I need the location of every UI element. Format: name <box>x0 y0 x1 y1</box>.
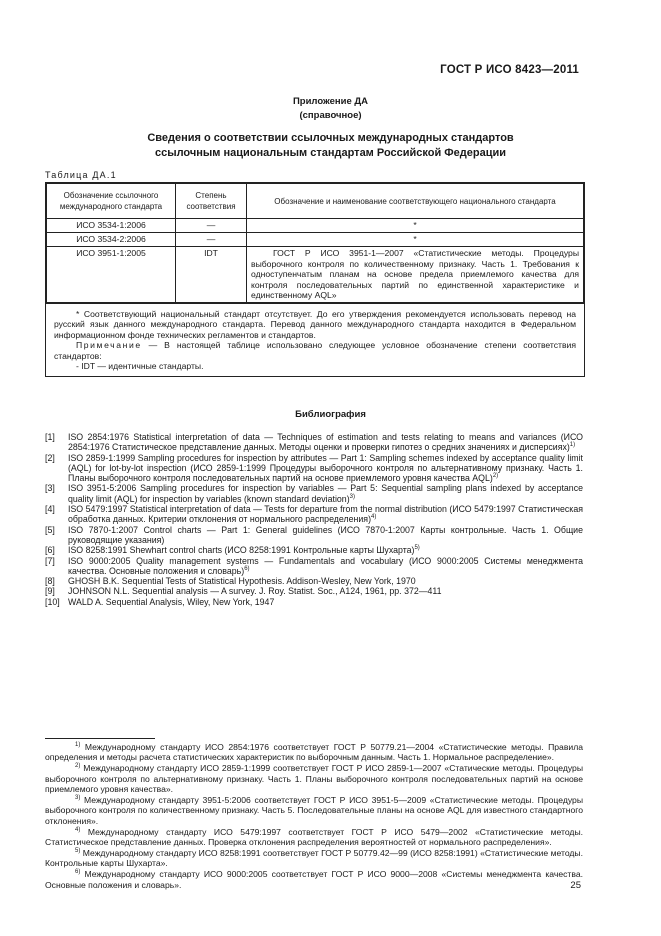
footnote-text: Международному стандарту ИСО 2854:1976 соответствует ГОСТ Р 50779.21—2004 «Статистические методы. Правила определения и методы расчета статистических характеристик по выборочным данным. Часть 1. Нормальное распределение». <box>45 742 583 763</box>
footnote <box>45 848 583 869</box>
column-header: Степень соответствия <box>176 184 247 219</box>
bib-text: ISO 2854:1976 Statistical interpretation of data — Techniques of estimation and tests relating to means and variances (ИСО 2854:1976 Статистическое представление данных. Методы оценки и проверки гипотез о средних значениях и дисперсиях) <box>68 432 583 453</box>
bib-number: [7] <box>45 555 55 566</box>
bib-text: ISO 3951-5:2006 Sampling procedures for inspection by variables — Part 5: Sequential sampling plans indexed by acceptance quality limit (AQL) for inspection by variables (known standard deviation) <box>68 483 583 504</box>
national-cell: * <box>247 233 584 247</box>
bib-text: JOHNSON N.L. Sequential analysis — A survey. J. Roy. Statist. Soc., A124, 1961, pp. 372—411 <box>68 586 442 597</box>
table-row <box>47 247 584 303</box>
column-header: Обозначение и наименование соответствующего национального стандарта <box>247 184 584 219</box>
note-text: — В настоящей таблице использовано следующее условное обозначение степени соответствия стандартов: <box>54 340 577 361</box>
bib-number: [3] <box>45 483 55 494</box>
footnote-ref: 3) <box>349 493 355 500</box>
footnote-ref: 5) <box>414 545 420 552</box>
footnote-ref: 6) <box>244 565 250 572</box>
footnote-divider <box>45 738 155 739</box>
table-footnote: * Соответствующий национальный стандарт отсутствует. До его утверждения рекомендуется использовать перевод на русский язык данного международного стандарта. Перевод данного международного стандарта находится в Федеральном информационном фонде технических регламентов и стандартов. <box>54 308 576 340</box>
bib-entry <box>68 432 583 453</box>
table-row <box>47 233 584 247</box>
bibliography-item <box>45 556 583 577</box>
footnote-mark: 3) <box>75 795 81 802</box>
footnote-text: Международному стандарту ИСО 2859-1:1999 соответствует ГОСТ Р ИСО 2859-1—2007 «Статические методы. Процедуры выборочного контроля по альтернативному признаку. Часть 1. Планы выборочного контроля последовательных партий на основе приемлемого уровня качества». <box>45 763 583 795</box>
bibliography-item <box>45 576 583 586</box>
standard-cell: ИСО 3534-1:2006 <box>47 219 176 233</box>
note-label: Примечание <box>76 340 142 350</box>
bibliography-item <box>45 597 583 607</box>
table-header-row <box>47 184 584 219</box>
bib-number: [10] <box>45 596 60 607</box>
table-row <box>47 219 584 233</box>
table-label: Таблица ДА.1 <box>45 170 117 180</box>
footnote-ref: 1) <box>569 442 576 449</box>
footnote-text: Международному стандарту 3951-5:2006 соответствует ГОСТ Р ИСО 3951-5—2009 «Статистические методы. Процедуры выборочного контроля по количественному признаку. Часть 5. Последовательные планы на основе AQL для известного стандартного отклонения». <box>45 795 583 826</box>
bib-entry <box>68 483 583 504</box>
bib-text: WALD A. Sequential Analysis, Wiley, New York, 1947 <box>68 596 275 607</box>
bibliography-item <box>45 586 583 596</box>
footnote <box>45 827 583 848</box>
heading-line-2: ссылочным национальным стандартам Российской Федерации <box>154 147 507 159</box>
footnote <box>45 869 583 890</box>
bibliography-item <box>45 483 583 504</box>
footnote <box>45 763 583 794</box>
bibliography-item <box>45 504 583 525</box>
bib-number: [1] <box>45 432 55 442</box>
bib-number: [9] <box>45 586 55 597</box>
page-number: 25 <box>570 880 581 891</box>
bibliography-item <box>45 545 583 555</box>
national-cell: ГОСТ Р ИСО 3951-1—2007 «Статистические методы. Процедуры выборочного контроля по количественному признаку. Часть 1. Требования к одноступенчатым планам на основе предела приемлемого качества для контроля последовательных партий по единственной характеристике и единственному AQL» <box>247 247 584 303</box>
heading-line-1: Сведения о соответствии ссылочных международных стандартов <box>147 132 514 144</box>
bibliography-list <box>45 432 583 607</box>
footnote-text: Международному стандарту ИСО 8258:1991 соответствует ГОСТ Р 50779.42—99 (ИСО 8258:1991) «Статистические методы. Контрольные карты Шухарта». <box>45 848 583 869</box>
degree-cell: — <box>176 233 247 247</box>
footnote-mark: 4) <box>75 826 81 833</box>
bibliography-item <box>45 432 583 453</box>
bib-text: ISO 9000:2005 Quality management systems — Fundamentals and vocabulary (ИСО 9000:2005 Системы менеджмента качества. Основные положения и словарь) <box>68 555 583 576</box>
footnote-ref: 4) <box>371 514 377 521</box>
annex-heading <box>0 131 661 161</box>
document-code: ГОСТ Р ИСО 8423—2011 <box>440 64 579 76</box>
note-item: - IDT — идентичные стандарты. <box>76 361 204 371</box>
bib-entry <box>68 453 583 484</box>
bib-entry <box>68 504 583 525</box>
footnote-text: Международному стандарту ИСО 5479:1997 соответствует ГОСТ Р ИСО 5479—2002 «Статистические методы. Статистическое представление данных. Проверка отклонения распределения вероятностей от нормального распределения». <box>45 826 584 848</box>
bib-text: ISO 5479:1997 Statistical interpretation of data — Tests for departure from the normal distribution (ИСО 5479:1997 Статистическая обработка данных. Критерии отклонения от нормального распределения) <box>68 504 583 525</box>
bibliography-title: Библиография <box>295 409 366 420</box>
standard-cell: ИСО 3534-2:2006 <box>47 233 176 247</box>
bib-text: ISO 2859-1:1999 Sampling procedures for inspection by attributes — Part 1: Sampling schemes indexed by acceptance quality limit (AQL) for lot-by-lot inspection (ИСО 2859-1:1999 Процедуры выборочного контроля по альтернативному признаку. Часть 1. Планы выборочного контроля последовательных партий на основе приемлемого уровня качества AQL) <box>68 452 583 484</box>
bib-number: [5] <box>45 524 55 535</box>
bib-text: ISO 8258:1991 Shewhart control charts (ИСО 8258:1991 Контрольные карты Шухарта) <box>68 545 415 556</box>
column-header: Обозначение ссылочного международного стандарта <box>47 184 176 219</box>
bib-number: [8] <box>45 576 55 587</box>
footnote-ref: 2) <box>492 473 499 480</box>
footnotes <box>45 742 583 891</box>
bib-entry <box>68 556 583 577</box>
bib-entry <box>68 545 583 555</box>
correspondence-table <box>45 182 585 377</box>
bib-text: ISO 7870-1:2007 Control charts — Part 1: General guidelines (ИСО 7870-1:2007 Карты контрольные. Часть 1. Общие руководящие указания) <box>68 524 583 545</box>
degree-cell: — <box>176 219 247 233</box>
bib-text: GHOSH B.K. Sequential Tests of Statistical Hypothesis. Addison-Wesley, New York, 1970 <box>68 576 416 587</box>
bib-entry <box>68 525 583 546</box>
footnote-mark: 6) <box>75 869 81 876</box>
bib-number: [4] <box>45 504 55 515</box>
table-note <box>54 340 576 361</box>
bib-number: [6] <box>45 545 55 556</box>
footnote-mark: 5) <box>75 848 81 855</box>
table-footer <box>46 303 584 376</box>
bibliography-item <box>45 453 583 484</box>
footnote-mark: 2) <box>75 763 81 770</box>
footnote-mark: 1) <box>75 742 81 749</box>
annex-title: Приложение ДА <box>292 96 369 107</box>
bibliography-item <box>45 525 583 546</box>
footnote <box>45 795 583 826</box>
footnote-text: Международному стандарту ИСО 9000:2005 соответствует ГОСТ Р ИСО 9000—2008 «Системы менеджмента качества. Основные положения и словарь». <box>45 869 584 890</box>
degree-cell: IDT <box>176 247 247 303</box>
bib-number: [2] <box>45 452 55 463</box>
standard-cell: ИСО 3951-1:2005 <box>47 247 176 303</box>
footnote <box>45 742 583 763</box>
annex-subtitle: (справочное) <box>299 110 362 121</box>
national-cell: * <box>247 219 584 233</box>
